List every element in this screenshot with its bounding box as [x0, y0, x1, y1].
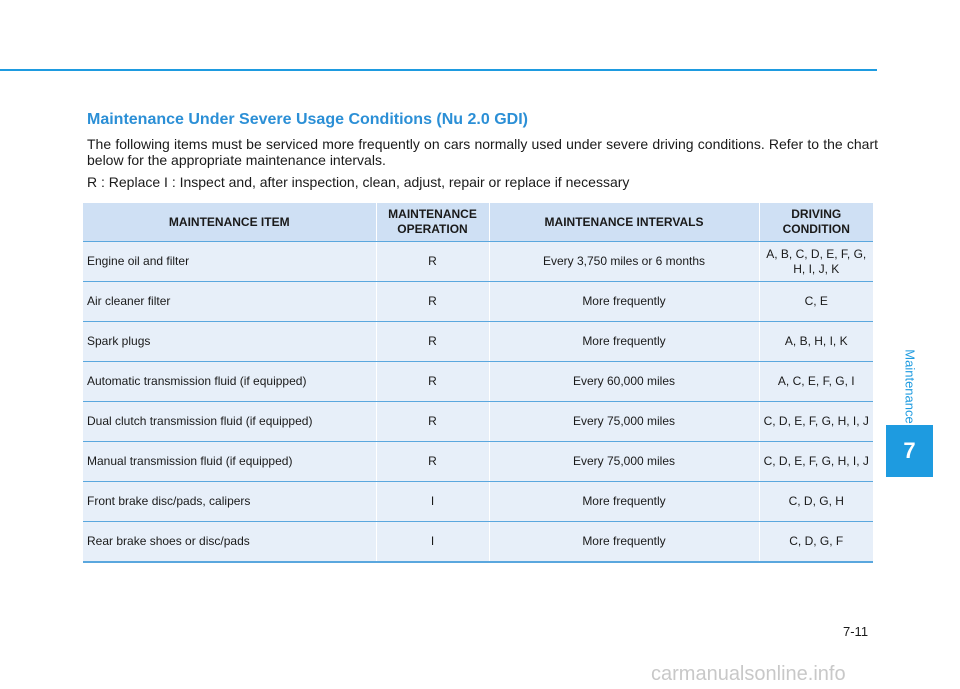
interval-cell: Every 60,000 miles: [489, 362, 759, 402]
chapter-side-label-text: Maintenance: [902, 348, 918, 424]
interval-cell: More frequently: [489, 282, 759, 322]
operation-cell: R: [376, 442, 489, 482]
interval-cell: More frequently: [489, 322, 759, 362]
table-header-row: [83, 203, 873, 242]
maintenance-table: [83, 203, 873, 563]
page-number: 7-11: [843, 624, 869, 639]
table-row: [83, 322, 873, 362]
table-row: [83, 522, 873, 563]
condition-cell: A, C, E, F, G, I: [759, 362, 873, 402]
table-row: [83, 282, 873, 322]
interval-cell: Every 75,000 miles: [489, 402, 759, 442]
table-row: [83, 362, 873, 402]
header-maintenance-item: MAINTENANCE ITEM: [83, 203, 376, 242]
item-cell: Manual transmission fluid (if equipped): [83, 442, 376, 482]
condition-cell: A, B, H, I, K: [759, 322, 873, 362]
table-row: [83, 482, 873, 522]
intro-paragraph: The following items must be serviced more frequently on cars normally used under severe driving conditions. Refer to the chart below for the appropriate maintenance intervals.: [87, 136, 878, 168]
header-driving-condition: DRIVING CONDITION: [759, 203, 873, 242]
interval-cell: Every 75,000 miles: [489, 442, 759, 482]
condition-cell: A, B, C, D, E, F, G, H, I, J, K: [759, 242, 873, 282]
operation-cell: I: [376, 522, 489, 563]
table-row: [83, 442, 873, 482]
header-maintenance-intervals: MAINTENANCE INTERVALS: [489, 203, 759, 242]
condition-cell: C, D, G, H: [759, 482, 873, 522]
item-cell: Front brake disc/pads, calipers: [83, 482, 376, 522]
operation-cell: R: [376, 282, 489, 322]
item-cell: Air cleaner filter: [83, 282, 376, 322]
header-maintenance-operation: MAINTENANCE OPERATION: [376, 203, 489, 242]
interval-cell: Every 3,750 miles or 6 months: [489, 242, 759, 282]
item-cell: Spark plugs: [83, 322, 376, 362]
item-cell: Automatic transmission fluid (if equipped): [83, 362, 376, 402]
chapter-tab: 7: [886, 425, 933, 477]
item-cell: Dual clutch transmission fluid (if equipped): [83, 402, 376, 442]
operation-cell: R: [376, 242, 489, 282]
table-row: [83, 402, 873, 442]
condition-cell: C, D, G, F: [759, 522, 873, 563]
top-rule: [0, 69, 877, 71]
section-title: Maintenance Under Severe Usage Conditions (Nu 2.0 GDI): [87, 111, 528, 128]
legend-text: R : Replace I : Inspect and, after inspection, clean, adjust, repair or replace if necessary: [87, 174, 630, 190]
interval-cell: More frequently: [489, 482, 759, 522]
watermark: carmanualsonline.info: [651, 663, 846, 685]
condition-cell: C, D, E, F, G, H, I, J: [759, 402, 873, 442]
operation-cell: R: [376, 402, 489, 442]
table-row: [83, 242, 873, 282]
condition-cell: C, E: [759, 282, 873, 322]
operation-cell: R: [376, 362, 489, 402]
interval-cell: More frequently: [489, 522, 759, 563]
operation-cell: R: [376, 322, 489, 362]
item-cell: Engine oil and filter: [83, 242, 376, 282]
condition-cell: C, D, E, F, G, H, I, J: [759, 442, 873, 482]
chapter-side-label: [899, 341, 921, 431]
operation-cell: I: [376, 482, 489, 522]
item-cell: Rear brake shoes or disc/pads: [83, 522, 376, 563]
